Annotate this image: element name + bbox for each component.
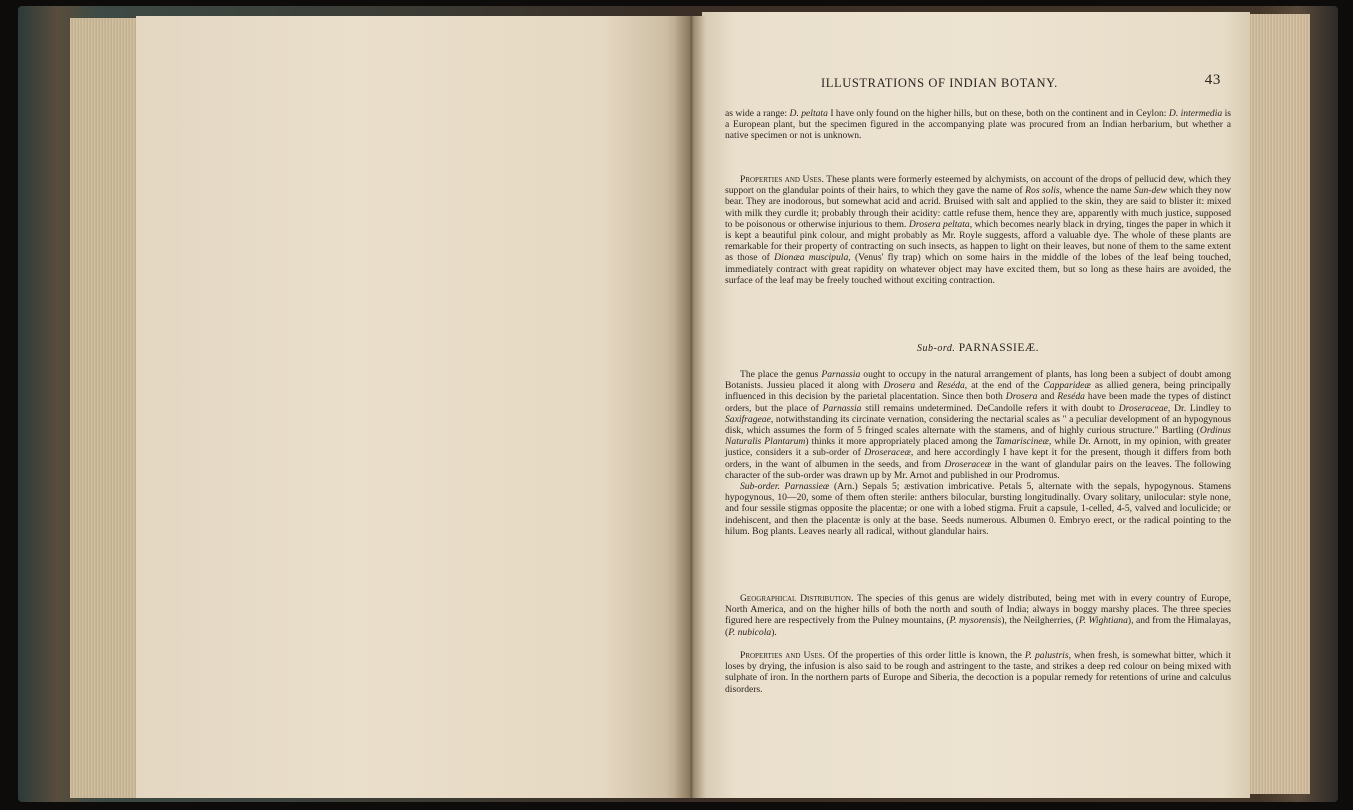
book-gutter (676, 16, 706, 798)
left-page-blank (136, 16, 682, 798)
right-page-edges (1248, 14, 1310, 794)
page-number: 43 (1204, 72, 1221, 88)
paragraph-properties-parnassia: Properties and Uses. Of the properties of this order little is known, the P. palustris, when fresh, is somewhat bitter, which it loses by drying, the infusion is also said to be rough and astringent to the taste, and strikes a deep red colour on being mixed with sulphate of iron. In the northern parts of Europe and Siberia, the decoction is a popular remedy for retentions of urine and calculus disorders. (725, 650, 1231, 695)
paragraph-range: as wide a range: D. peltata I have only found on the higher hills, but on these, both on the continent and in Ceylon: D. intermedia is a European plant, but the specimen figured in the accompanying plate was procured from an Indian herbarium, but whether a native specimen or not is unknown. (725, 108, 1232, 142)
section-label: Properties and Uses. (740, 650, 825, 661)
paragraph-geographical-distribution: Geographical Distribution. The species of this genus are widely distributed, being met with in every country of Europe, North America, and on the higher hills of both the north and south of India; always in boggy marshy places. The three species figured here are respectively from the Pulney mountains, (P. mysorensis), the Neilgherries, (P. Wightiana), and from the Himalayas, (P. nubicola). (725, 593, 1231, 638)
suborder-heading: Sub-ord. PARNASSIEÆ. (917, 342, 1039, 354)
page-header (725, 72, 1231, 94)
running-head: ILLUSTRATIONS OF INDIAN BOTANY. (821, 76, 1058, 90)
right-page (702, 12, 1250, 798)
left-page-edges (70, 18, 139, 798)
section-label: Geographical Distribution. (740, 593, 854, 604)
paragraph-parnassia-placement: The place the genus Parnassia ought to occupy in the natural arrangement of plants, has long been a subject of doubt among Botanists. Jussieu placed it along with Drosera and Reséda, at the end of the Capparideæ as allied genera, being principally influenced in this decision by the parietal placentation. Since then both Drosera and Reséda have been made the types of distinct orders, but the place of Parnassia still remains undetermined. DeCandolle refers it with doubt to Droseraceae, Dr. Lindley to Saxifrageae, notwithstanding its circinate vernation, considering the nectarial scales as " a peculiar development of an hypogynous disk, which assumes the form of 5 fringed scales alternate with the stamens, and of highly curious structure." Bartling (Ordinus Naturalis Plantarum) thinks it more appropriately placed among the Tamariscineæ, while Dr. Arnott, in my opinion, with greater justice, considers it a sub-order of Droseraceæ, and here accordingly I have kept it for the present, though it differs from both orders, in the want of albumen in the seeds, and from Droseraceæ in the want of glandular pairs on the leaves. The following character of the sub-order was drawn up by Mr. Arnot and published in our Prodromus. Sub-order. Parnassieæ (Arn.) Sepals 5; æstivation imbricative. Petals 5, alternate with the sepals, hypogynous. Stamens hypogynous, 10—20, some of them often sterile: anthers bilocular, bursting longitudinally. Ovary solitary, unilocular: style none, and four sessile stigmas opposite the placentæ; or one with a lobed stigma. Fruit a capsule, 1-celled, 4-5, valved and loculicide; or indehiscent, and then the placentæ is only at the base. Seeds numerous. Albumen 0. Embryo erect, or the radical pointing to the hilum. Bog plants. Leaves nearly all radical, without glandular hairs. (725, 369, 1231, 537)
section-label: Properties and Uses. (740, 174, 824, 185)
paragraph-properties-drosera: Properties and Uses. These plants were formerly esteemed by alchymists, on account of the drops of pellucid dew, which they support on the glandular points of their hairs, to which they gave the name of Ros solis, whence the name Sun-dew which they now bear. They are inodorous, but somewhat acid and acrid. Bruised with salt and applied to the skin, they are said to blister it: mixed with milk they curdle it; probably through their acidity: cattle refuse them, hence they are, apparently with much justice, supposed to be poisonous or otherwise injurious to them. Drosera peltata, which becomes nearly black in drying, tinges the paper in which it is kept a beautiful pink colour, and might probably as Mr. Royle suggests, afford a valuable dye. The whole of these plants are remarkable for their property of contracting on such insects, as happen to light on their leaves, but none of them to the same extent as those of Dionæa muscipula, (Venus' fly trap) which on some hairs in the middle of the lobes of the leaf being touched, immediately contract with great rapidity on whatever object may have excited them, but so long as these hairs are avoided, the surface of the leaf may be freely touched without exciting contraction. (725, 174, 1231, 286)
